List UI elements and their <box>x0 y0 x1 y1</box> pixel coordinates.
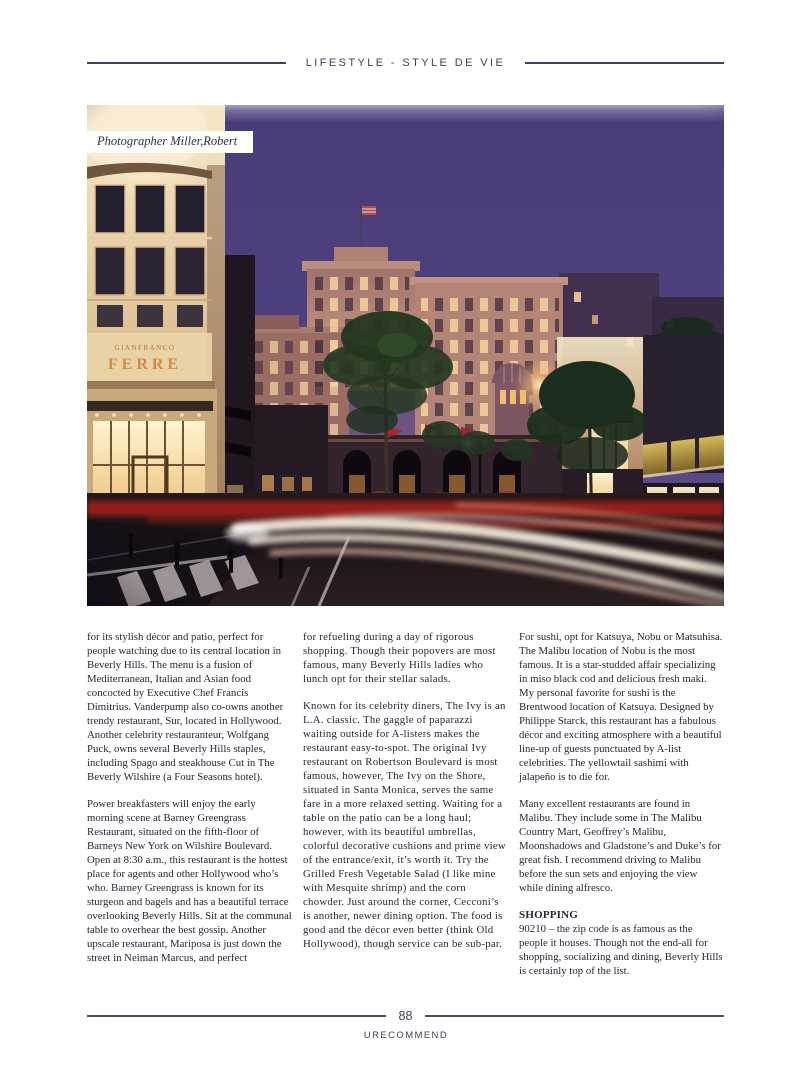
vignette <box>87 105 724 606</box>
paragraph: for its stylish décor and patio, perfect for people watching due to its central location in Beverly Hills. The menu is a fusion of Mediterranean, Italian and Asian food concocted by Executive Chef Francis Dimitrius. Vanderpump also co-owns another trendy restaurant, Sur, located in Hollywood. Another celebrity restauranteur, Wolfgang Puck, owns several Beverly Hills staples, including Spago and steakhouse Cut in The Beverly Wilshire (a Four Seasons hotel). <box>87 631 284 783</box>
article-column-3 <box>519 630 724 991</box>
page-footer <box>87 1009 724 1023</box>
article-body <box>87 630 724 991</box>
street-photo <box>87 105 724 606</box>
header-rule-left <box>87 62 286 64</box>
page-header <box>87 57 724 69</box>
beverly-hills-night-illustration <box>87 105 724 606</box>
article-column-2 <box>303 630 508 991</box>
section-title: LIFESTYLE - STYLE DE VIE <box>305 57 506 69</box>
footer-rule-left <box>87 1015 386 1017</box>
page-number: 88 <box>398 1009 413 1023</box>
header-rule-right <box>525 62 724 64</box>
shopping-heading: SHOPPING <box>519 909 579 921</box>
footer-rule-right <box>425 1015 724 1017</box>
paragraph: Known for its celebrity diners, The Ivy is an L.A. classic. The gaggle of paparazzi waiting outside for A-listers makes the restaurant easy-to-spot. The original Ivy restaurant on Robertson Boulevard is most famous, however, The Ivy on the Shore, situated in Santa Monica, serves the same fare in a more relaxed setting. Waiting for a table on the patio can be a long haul; however, with its beautiful umbrellas, colorful decorative cushions and prime view of the entrance/exit, it’s worth it. Try the Grilled Fresh Vegetable Salad (I like mine with Mesquite shrimp) and the corn chowder. Just around the corner, Cecconi’s is another, newer dining option. The food is good and the décor even better (think Old Hollywood), though service can be sub-par. <box>303 700 506 950</box>
magazine-brand: URECOMMEND <box>363 1030 449 1041</box>
article-column-1 <box>87 630 292 991</box>
paragraph: for refueling during a day of rigorous shopping. Though their popovers are most famous, many Beverly Hills ladies who lunch opt for their stellar salads. <box>303 631 496 685</box>
paragraph: For sushi, opt for Katsuya, Nobu or Matsuhisa. The Malibu location of Nobu is the most famous. It is a star-studded affair specializing in miso black cod and delicious fresh maki. My personal favorite for sushi is the Brentwood location of Katsuya. Designed by Philippe Starck, this restaurant has a fabulous décor and exciting atmosphere with a beautiful line-up of guests punctuated by A-list celebrities. The yellowtail sashimi with jalapeño is to die for. <box>519 631 723 783</box>
paragraph: Power breakfasters will enjoy the early morning scene at Barney Greengrass Restaurant, situated on the fifth-floor of Barneys New York on Wilshire Boulevard. Open at 8:30 a.m., this restaurant is the hottest place for agents and other Hollywood who’s who. Barney Greengrass is known for its sturgeon and bagels and has a beautiful terrace overlooking Beverly Hills. Sit at the communal table to overhear the best gossip. Another upscale restaurant, Mariposa is just down the street in Neiman Marcus, and perfect <box>87 798 292 964</box>
photo-credit: Photographer Miller,Robert <box>87 131 253 153</box>
paragraph: Many excellent restaurants are found in Malibu. They include some in The Malibu Country Mart, Geoffrey’s Malibu, Moonshadows and Gladstone’s and Duke’s for great fish. I recommend driving to Malibu before the sun sets and enjoying the view while dining alfresco. <box>519 798 721 894</box>
paragraph: 90210 – the zip code is as famous as the people it houses. Though not the end-all for shopping, socializing and dining, Beverly Hills is certainly top of the list. <box>519 923 723 977</box>
